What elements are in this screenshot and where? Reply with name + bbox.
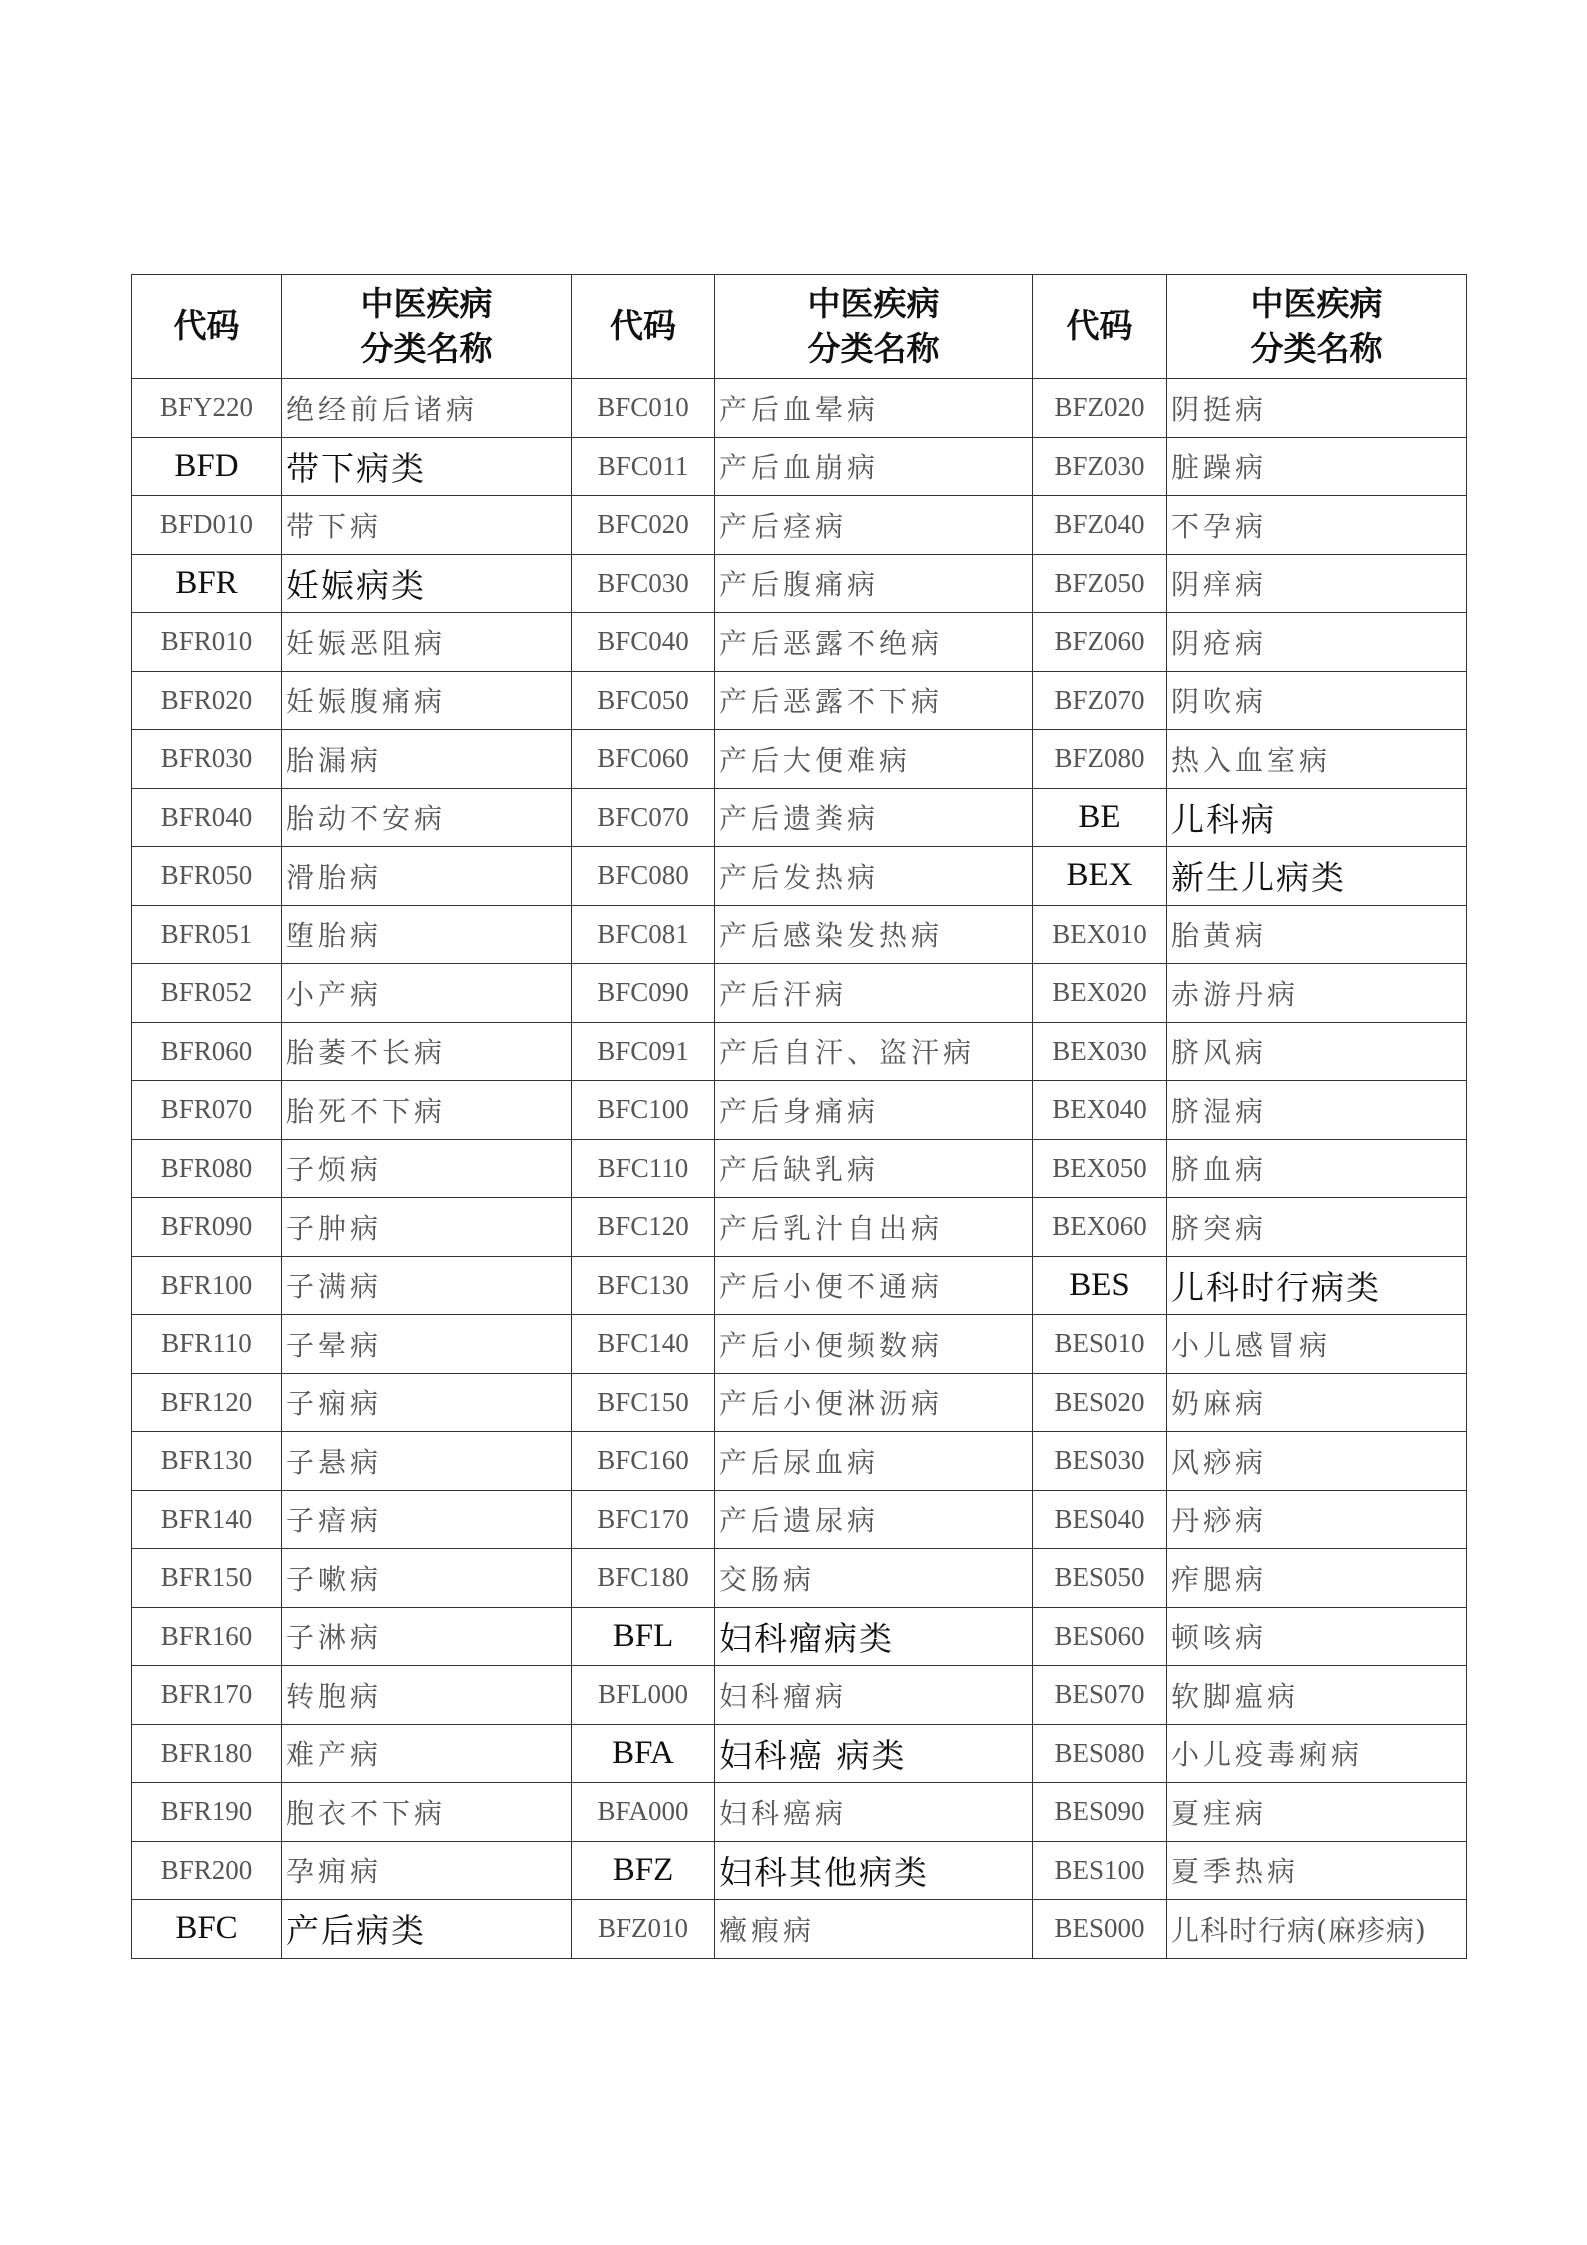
header-name-line1: 中医疾病: [360, 283, 493, 323]
disease-name-cell: 脐血病: [1167, 1139, 1467, 1198]
disease-name-cell: 子悬病: [282, 1432, 572, 1491]
disease-code-cell: BFC120: [572, 1198, 715, 1257]
table-row: [132, 1315, 1467, 1374]
disease-code-table: [131, 274, 1467, 1959]
disease-name-cell: 产后乳汁自出病: [715, 1198, 1033, 1257]
disease-name-cell: 小产病: [282, 964, 572, 1023]
disease-code-cell: BFR010: [132, 613, 282, 672]
disease-code-cell: BFR070: [132, 1081, 282, 1140]
category-name-cell: 妇科瘤病类: [715, 1607, 1033, 1666]
disease-code-cell: BFC091: [572, 1022, 715, 1081]
header-name-line2: 分类名称: [1250, 328, 1383, 368]
header-name-line2: 分类名称: [360, 328, 493, 368]
disease-name-cell: 产后腹痛病: [715, 554, 1033, 613]
disease-code-cell: BES080: [1033, 1724, 1167, 1783]
disease-name-cell: 阴吹病: [1167, 671, 1467, 730]
disease-code-cell: BFR190: [132, 1783, 282, 1842]
disease-code-cell: BFL000: [572, 1666, 715, 1725]
disease-code-cell: BFC050: [572, 671, 715, 730]
disease-name-cell: 脏躁病: [1167, 437, 1467, 496]
disease-code-cell: BFR050: [132, 847, 282, 906]
disease-name-cell: 产后小便不通病: [715, 1256, 1033, 1315]
disease-name-cell: 顿咳病: [1167, 1607, 1467, 1666]
disease-name-cell: 产后汗病: [715, 964, 1033, 1023]
table-row: [132, 1022, 1467, 1081]
header-name-1: [282, 275, 572, 379]
disease-name-cell: 绝经前后诸病: [282, 379, 572, 438]
disease-name-cell: 妊娠恶阻病: [282, 613, 572, 672]
disease-name-cell: 赤游丹病: [1167, 964, 1467, 1023]
table-row: [132, 613, 1467, 672]
disease-code-cell: BES070: [1033, 1666, 1167, 1725]
disease-code-cell: BFC140: [572, 1315, 715, 1374]
table-row: [132, 1198, 1467, 1257]
disease-name-cell: 子肿病: [282, 1198, 572, 1257]
disease-name-cell: 脐风病: [1167, 1022, 1467, 1081]
disease-code-cell: BES030: [1033, 1432, 1167, 1491]
disease-code-cell: BFR052: [132, 964, 282, 1023]
category-code-cell: BFR: [132, 554, 282, 613]
disease-name-cell: 痄腮病: [1167, 1549, 1467, 1608]
disease-code-cell: BFR110: [132, 1315, 282, 1374]
disease-code-cell: BFC110: [572, 1139, 715, 1198]
disease-name-cell: 产后尿血病: [715, 1432, 1033, 1491]
disease-code-cell: BES000: [1033, 1900, 1167, 1959]
table-row: [132, 1373, 1467, 1432]
disease-name-cell: 不孕病: [1167, 496, 1467, 555]
disease-name-cell: 小儿感冒病: [1167, 1315, 1467, 1374]
disease-name-cell: 子淋病: [282, 1607, 572, 1666]
category-code-cell: BFL: [572, 1607, 715, 1666]
disease-name-cell: 堕胎病: [282, 905, 572, 964]
disease-code-cell: BFR120: [132, 1373, 282, 1432]
disease-name-cell: 产后遗粪病: [715, 788, 1033, 847]
header-code-1: 代码: [132, 275, 282, 379]
disease-name-cell: 孕痈病: [282, 1841, 572, 1900]
header-name-line1: 中医疾病: [807, 283, 940, 323]
disease-code-cell: BFZ020: [1033, 379, 1167, 438]
disease-code-cell: BFR020: [132, 671, 282, 730]
table-row: [132, 905, 1467, 964]
disease-code-cell: BFR160: [132, 1607, 282, 1666]
disease-code-cell: BFC170: [572, 1490, 715, 1549]
table-row: [132, 1139, 1467, 1198]
disease-name-cell: 胎死不下病: [282, 1081, 572, 1140]
table-row: [132, 1900, 1467, 1959]
disease-name-cell: 癥瘕病: [715, 1900, 1033, 1959]
disease-name-cell: 阴挺病: [1167, 379, 1467, 438]
disease-code-cell: BFC130: [572, 1256, 715, 1315]
table-header: [132, 275, 1467, 379]
disease-name-cell: 产后痉病: [715, 496, 1033, 555]
disease-name-cell: 产后自汗、盗汗病: [715, 1022, 1033, 1081]
disease-code-cell: BEX060: [1033, 1198, 1167, 1257]
table-row: [132, 1432, 1467, 1491]
disease-code-cell: BES050: [1033, 1549, 1167, 1608]
disease-name-cell: 产后缺乳病: [715, 1139, 1033, 1198]
disease-code-cell: BFC081: [572, 905, 715, 964]
disease-name-cell: 夏季热病: [1167, 1841, 1467, 1900]
disease-name-cell: 产后感染发热病: [715, 905, 1033, 964]
table-row: [132, 1607, 1467, 1666]
disease-code-cell: BFR180: [132, 1724, 282, 1783]
disease-name-cell: 产后发热病: [715, 847, 1033, 906]
disease-name-cell: 妊娠腹痛病: [282, 671, 572, 730]
header-name-line2: 分类名称: [807, 328, 940, 368]
disease-code-cell: BEX040: [1033, 1081, 1167, 1140]
disease-name-cell: 风痧病: [1167, 1432, 1467, 1491]
table-row: [132, 1841, 1467, 1900]
disease-name-cell: 胎萎不长病: [282, 1022, 572, 1081]
disease-name-cell: 子烦病: [282, 1139, 572, 1198]
category-code-cell: BES: [1033, 1256, 1167, 1315]
disease-name-cell: 脐突病: [1167, 1198, 1467, 1257]
disease-code-cell: BEX050: [1033, 1139, 1167, 1198]
disease-name-cell: 儿科时行病(麻疹病): [1167, 1900, 1467, 1959]
disease-code-cell: BFC090: [572, 964, 715, 1023]
category-code-cell: BEX: [1033, 847, 1167, 906]
disease-name-cell: 阴痒病: [1167, 554, 1467, 613]
disease-name-cell: 奶麻病: [1167, 1373, 1467, 1432]
disease-code-cell: BFR200: [132, 1841, 282, 1900]
disease-name-cell: 产后恶露不下病: [715, 671, 1033, 730]
disease-name-cell: 夏疰病: [1167, 1783, 1467, 1842]
disease-name-cell: 小儿疫毒痢病: [1167, 1724, 1467, 1783]
disease-name-cell: 脐湿病: [1167, 1081, 1467, 1140]
disease-name-cell: 产后大便难病: [715, 730, 1033, 789]
disease-code-cell: BEX020: [1033, 964, 1167, 1023]
table-row: [132, 788, 1467, 847]
disease-code-cell: BFR140: [132, 1490, 282, 1549]
disease-code-cell: BFR080: [132, 1139, 282, 1198]
disease-name-cell: 胞衣不下病: [282, 1783, 572, 1842]
table-row: [132, 554, 1467, 613]
table-row: [132, 437, 1467, 496]
disease-name-cell: 丹痧病: [1167, 1490, 1467, 1549]
table-body: [132, 379, 1467, 1959]
disease-name-cell: 产后血崩病: [715, 437, 1033, 496]
disease-name-cell: 产后小便频数病: [715, 1315, 1033, 1374]
table-row: [132, 1666, 1467, 1725]
category-name-cell: 产后病类: [282, 1900, 572, 1959]
category-name-cell: 妊娠病类: [282, 554, 572, 613]
category-code-cell: BE: [1033, 788, 1167, 847]
disease-name-cell: 产后遗尿病: [715, 1490, 1033, 1549]
disease-code-cell: BFY220: [132, 379, 282, 438]
header-code-2: 代码: [572, 275, 715, 379]
disease-code-cell: BFZ060: [1033, 613, 1167, 672]
category-code-cell: BFD: [132, 437, 282, 496]
disease-code-cell: BES020: [1033, 1373, 1167, 1432]
disease-name-cell: 子瘖病: [282, 1490, 572, 1549]
disease-code-cell: BES100: [1033, 1841, 1167, 1900]
disease-code-cell: BFR170: [132, 1666, 282, 1725]
table-row: [132, 730, 1467, 789]
disease-code-cell: BFZ080: [1033, 730, 1167, 789]
table-row: [132, 1256, 1467, 1315]
disease-code-cell: BFC180: [572, 1549, 715, 1608]
disease-code-cell: BFC100: [572, 1081, 715, 1140]
disease-code-cell: BFZ050: [1033, 554, 1167, 613]
disease-name-cell: 带下病: [282, 496, 572, 555]
disease-code-cell: BFC060: [572, 730, 715, 789]
disease-code-cell: BFC011: [572, 437, 715, 496]
disease-name-cell: 软脚瘟病: [1167, 1666, 1467, 1725]
disease-name-cell: 产后小便淋沥病: [715, 1373, 1033, 1432]
disease-name-cell: 妇科瘤病: [715, 1666, 1033, 1725]
category-code-cell: BFZ: [572, 1841, 715, 1900]
category-name-cell: 儿科时行病类: [1167, 1256, 1467, 1315]
disease-name-cell: 子满病: [282, 1256, 572, 1315]
disease-code-cell: BFC160: [572, 1432, 715, 1491]
disease-code-cell: BFZ010: [572, 1900, 715, 1959]
disease-code-cell: BES040: [1033, 1490, 1167, 1549]
disease-name-cell: 子晕病: [282, 1315, 572, 1374]
disease-code-cell: BFC080: [572, 847, 715, 906]
disease-name-cell: 滑胎病: [282, 847, 572, 906]
disease-code-cell: BEX010: [1033, 905, 1167, 964]
disease-name-cell: 难产病: [282, 1724, 572, 1783]
category-name-cell: 妇科其他病类: [715, 1841, 1033, 1900]
header-name-2: [715, 275, 1033, 379]
disease-code-cell: BES090: [1033, 1783, 1167, 1842]
header-name-3: [1167, 275, 1467, 379]
disease-name-cell: 交肠病: [715, 1549, 1033, 1608]
disease-name-cell: 产后恶露不绝病: [715, 613, 1033, 672]
table-row: [132, 1549, 1467, 1608]
category-code-cell: BFC: [132, 1900, 282, 1959]
disease-code-cell: BFZ030: [1033, 437, 1167, 496]
table-row: [132, 671, 1467, 730]
disease-code-cell: BFZ040: [1033, 496, 1167, 555]
disease-name-cell: 热入血室病: [1167, 730, 1467, 789]
disease-code-cell: BFC150: [572, 1373, 715, 1432]
disease-code-cell: BFZ070: [1033, 671, 1167, 730]
table-row: [132, 1490, 1467, 1549]
category-code-cell: BFA: [572, 1724, 715, 1783]
disease-name-cell: 胎漏病: [282, 730, 572, 789]
table-row: [132, 379, 1467, 438]
header-row: [132, 275, 1467, 379]
disease-code-cell: BFC040: [572, 613, 715, 672]
header-code-3: 代码: [1033, 275, 1167, 379]
disease-code-cell: BFR051: [132, 905, 282, 964]
category-name-cell: 妇科癌 病类: [715, 1724, 1033, 1783]
category-name-cell: 儿科病: [1167, 788, 1467, 847]
disease-code-cell: BES010: [1033, 1315, 1167, 1374]
table-row: [132, 1724, 1467, 1783]
category-name-cell: 带下病类: [282, 437, 572, 496]
disease-name-cell: 转胞病: [282, 1666, 572, 1725]
disease-name-cell: 子痫病: [282, 1373, 572, 1432]
disease-name-cell: 胎动不安病: [282, 788, 572, 847]
disease-name-cell: 子嗽病: [282, 1549, 572, 1608]
table-row: [132, 847, 1467, 906]
table-row: [132, 964, 1467, 1023]
disease-code-cell: BFR100: [132, 1256, 282, 1315]
disease-code-cell: BFC020: [572, 496, 715, 555]
disease-code-cell: BFA000: [572, 1783, 715, 1842]
category-name-cell: 新生儿病类: [1167, 847, 1467, 906]
disease-code-cell: BFR150: [132, 1549, 282, 1608]
header-name-line1: 中医疾病: [1250, 283, 1383, 323]
disease-code-cell: BFR130: [132, 1432, 282, 1491]
disease-code-cell: BFD010: [132, 496, 282, 555]
table-row: [132, 1783, 1467, 1842]
table-row: [132, 496, 1467, 555]
disease-name-cell: 阴疮病: [1167, 613, 1467, 672]
disease-name-cell: 胎黄病: [1167, 905, 1467, 964]
disease-code-cell: BEX030: [1033, 1022, 1167, 1081]
disease-code-cell: BFR040: [132, 788, 282, 847]
disease-code-cell: BFC070: [572, 788, 715, 847]
disease-code-cell: BFR090: [132, 1198, 282, 1257]
disease-code-cell: BES060: [1033, 1607, 1167, 1666]
disease-code-cell: BFR060: [132, 1022, 282, 1081]
table-row: [132, 1081, 1467, 1140]
disease-code-cell: BFR030: [132, 730, 282, 789]
disease-name-cell: 产后血晕病: [715, 379, 1033, 438]
disease-name-cell: 产后身痛病: [715, 1081, 1033, 1140]
disease-code-cell: BFC030: [572, 554, 715, 613]
disease-name-cell: 妇科癌病: [715, 1783, 1033, 1842]
disease-code-cell: BFC010: [572, 379, 715, 438]
